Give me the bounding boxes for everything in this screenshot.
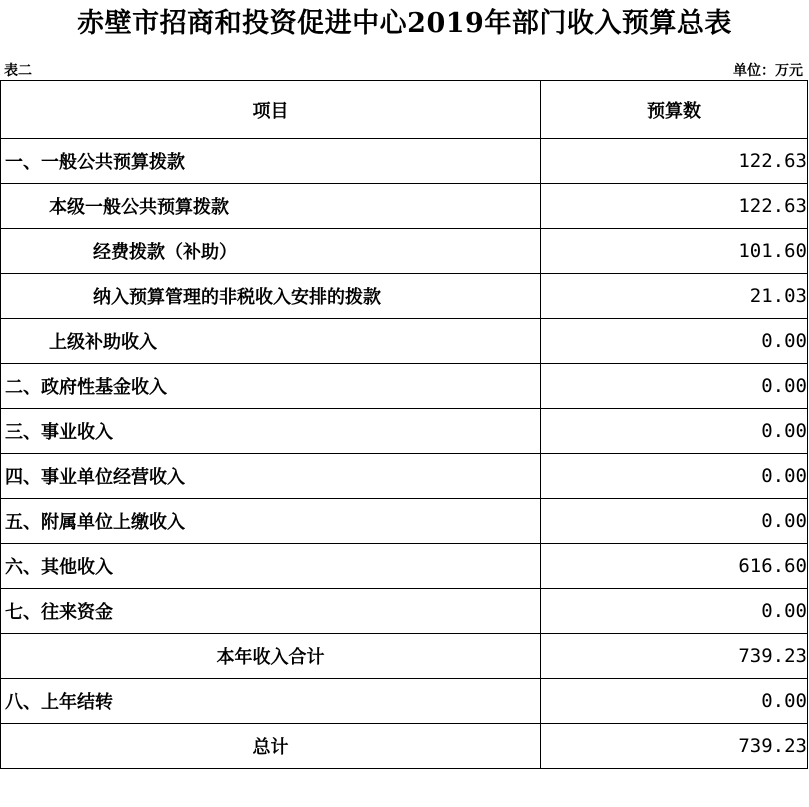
table-row — [1, 319, 808, 364]
column-header-amount: 预算数 — [541, 81, 808, 139]
unit-label: 单位：万元 — [733, 63, 803, 79]
row-value: 122.63 — [541, 184, 808, 229]
total-label: 总计 — [1, 724, 541, 769]
table-row — [1, 544, 808, 589]
row-value: 0.00 — [541, 589, 808, 634]
row-label: 五、附属单位上缴收入 — [1, 499, 541, 544]
row-value: 101.60 — [541, 229, 808, 274]
row-label: 八、上年结转 — [1, 679, 541, 724]
subtotal-label: 本年收入合计 — [1, 634, 541, 679]
row-value: 616.60 — [541, 544, 808, 589]
column-header-item: 项目 — [1, 81, 541, 139]
budget-table — [0, 80, 808, 769]
table-row — [1, 499, 808, 544]
row-value: 122.63 — [541, 139, 808, 184]
row-label: 上级补助收入 — [1, 319, 541, 364]
table-row — [1, 184, 808, 229]
total-value: 739.23 — [541, 724, 808, 769]
row-label: 本级一般公共预算拨款 — [1, 184, 541, 229]
table-row — [1, 589, 808, 634]
table-header-row — [1, 81, 808, 139]
table-row — [1, 409, 808, 454]
table-number: 表二 — [4, 63, 32, 79]
row-label: 一、一般公共预算拨款 — [1, 139, 541, 184]
row-label: 三、事业收入 — [1, 409, 541, 454]
table-row — [1, 229, 808, 274]
row-value: 0.00 — [541, 319, 808, 364]
total-row — [1, 724, 808, 769]
table-row — [1, 679, 808, 724]
row-label: 七、往来资金 — [1, 589, 541, 634]
page-title: 赤壁市招商和投资促进中心2019年部门收入预算总表 — [77, 8, 732, 39]
row-value: 0.00 — [541, 679, 808, 724]
row-value: 0.00 — [541, 454, 808, 499]
row-label: 四、事业单位经营收入 — [1, 454, 541, 499]
row-value: 0.00 — [541, 499, 808, 544]
row-label: 六、其他收入 — [1, 544, 541, 589]
row-label: 二、政府性基金收入 — [1, 364, 541, 409]
row-value: 0.00 — [541, 409, 808, 454]
subtotal-value: 739.23 — [541, 634, 808, 679]
row-label: 经费拨款（补助） — [1, 229, 541, 274]
table-row — [1, 364, 808, 409]
table-row — [1, 454, 808, 499]
row-label: 纳入预算管理的非税收入安排的拨款 — [1, 274, 541, 319]
table-row — [1, 139, 808, 184]
table-row — [1, 274, 808, 319]
row-value: 0.00 — [541, 364, 808, 409]
subtotal-row — [1, 634, 808, 679]
row-value: 21.03 — [541, 274, 808, 319]
